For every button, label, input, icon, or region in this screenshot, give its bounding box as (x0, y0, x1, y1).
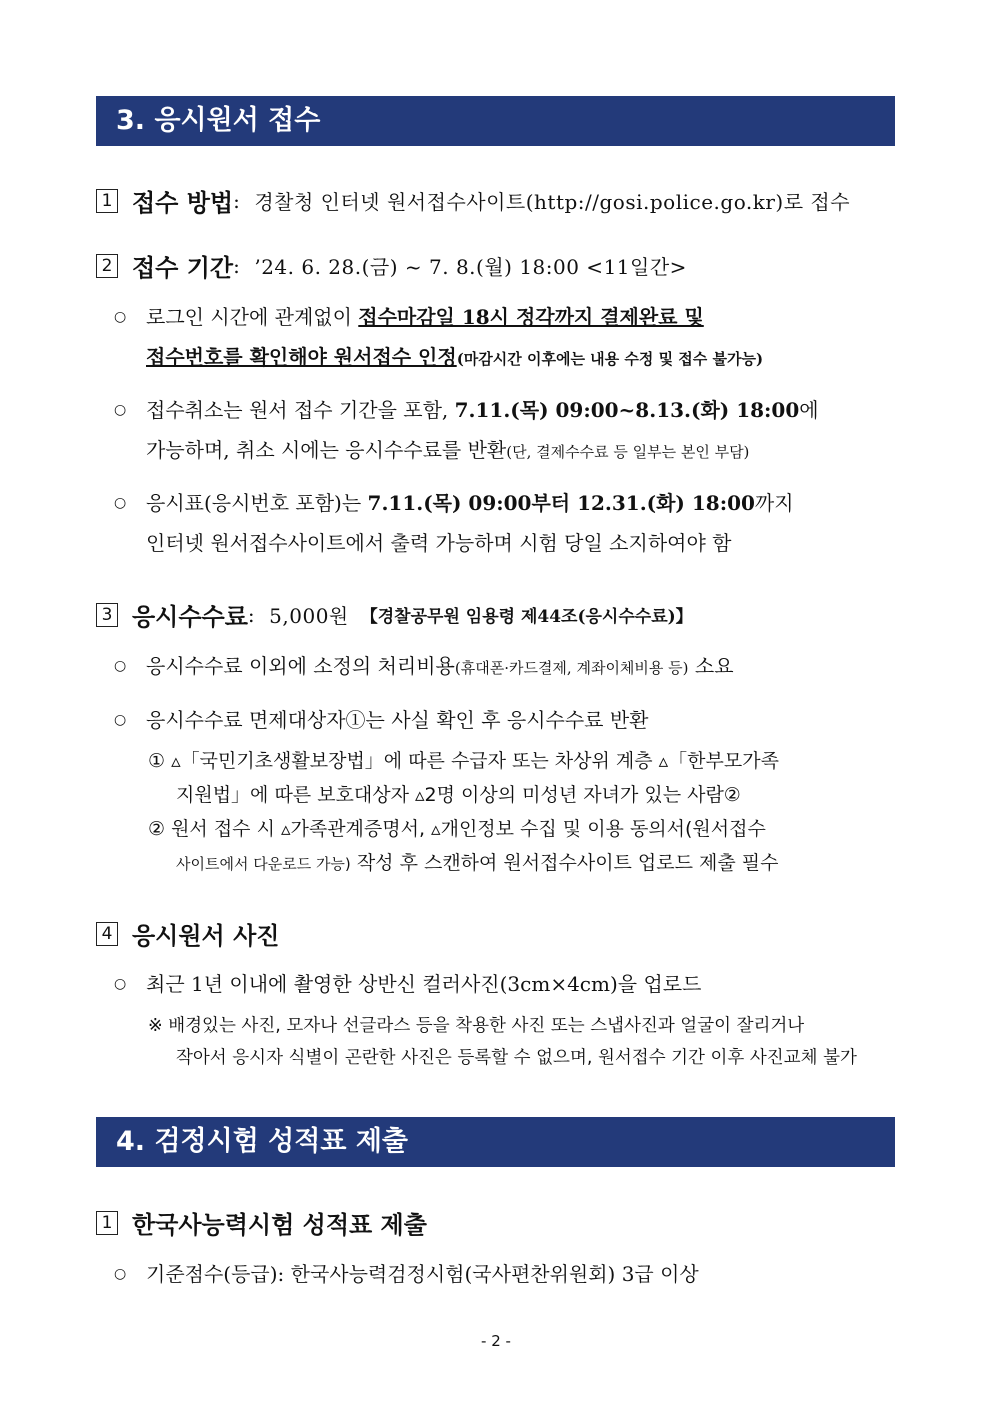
bold-text: 7.11.(목) 09:00~8.13.(화) 18:00 (454, 398, 800, 422)
item-text: ’24. 6. 28.(금) ~ 7. 8.(월) 18:00 <11일간> (254, 255, 687, 279)
exemption-text: 작성 후 스캔하여 원서접수사이트 업로드 제출 필수 (350, 852, 779, 874)
item-number-box: 3 (96, 603, 118, 627)
exemption-line: ② 원서 접수 시 ▵가족관계증명서, ▵개인정보 수집 및 이용 동의서(원서접수 (148, 818, 766, 840)
exemption-line: ① ▵「국민기초생활보장법」에 따른 수급자 또는 차상위 계층 ▵「한부모가족 (148, 750, 779, 772)
bullet-mark: ○ (114, 1266, 127, 1282)
underlined-text: 접수마감일 18시 정각까지 결제완료 및 (358, 305, 704, 329)
note-line: ※ 배경있는 사진, 모자나 선글라스 등을 착용한 사진 또는 스냅사진과 얼굴이 잘리거나 (148, 1016, 805, 1036)
bullet-mark: ○ (114, 658, 127, 674)
item-number-box: 2 (96, 254, 118, 278)
section-4-title: 4. 검정시험 성적표 제출 (116, 1126, 408, 1157)
bullet-mark: ○ (114, 402, 127, 418)
item-number-box: 1 (96, 189, 118, 213)
exemption-small-text: 사이트에서 다운로드 가능) (176, 855, 351, 873)
bullet-mark: ○ (114, 309, 127, 325)
item-receipt-period (96, 248, 687, 283)
item-title: 접수 기간 (132, 254, 234, 282)
item-text: 5,000원 (269, 604, 349, 628)
item-exam-fee (96, 597, 693, 632)
bold-text: 7.11.(목) 09:00부터 12.31.(화) 18:00 (367, 491, 755, 515)
item-reference: 【경찰공무원 임용령 제44조(응시수수료)】 (360, 607, 693, 627)
item-receipt-method (96, 183, 850, 218)
exemption-details (148, 744, 900, 881)
bullet-small-text: (단, 결제수수료 등 일부는 본인 부담) (506, 443, 750, 461)
section-3-title: 3. 응시원서 접수 (116, 105, 321, 136)
bullet-text: 응시표(응시번호 포함)는 (146, 491, 368, 515)
underlined-text: 접수번호를 확인해야 원서접수 인정 (146, 345, 457, 369)
bullet-small-text: (마감시간 이후에는 내용 수정 및 접수 불가능) (456, 350, 764, 368)
item-number-box: 1 (96, 1211, 118, 1235)
item-colon: : (233, 188, 241, 213)
photo-note (148, 1010, 900, 1074)
bullet-text: 응시수수료 이외에 소정의 처리비용 (146, 654, 455, 678)
section-4-header (96, 1117, 895, 1167)
bullet-text: 에 (799, 398, 819, 422)
bullet-text: 까지 (754, 491, 794, 515)
item-application-photo (96, 916, 279, 951)
item-text: 경찰청 인터넷 원서접수사이트(http://gosi.police.go.kr)로 접수 (254, 190, 851, 214)
item-korean-history-score (96, 1205, 427, 1240)
bullet-mark: ○ (114, 976, 127, 992)
item-title: 한국사능력시험 성적표 제출 (132, 1211, 427, 1239)
item-colon: : (233, 253, 241, 278)
item-title: 응시원서 사진 (132, 922, 280, 950)
bullet-text: 가능하며, 취소 시에는 응시수수료를 반환 (146, 438, 507, 462)
item-title: 응시수수료 (132, 603, 248, 631)
item-title: 접수 방법 (132, 189, 234, 217)
item-colon: : (247, 602, 256, 627)
bullet-text: 최근 1년 이내에 촬영한 상반신 컬러사진(3cm×4cm)을 업로드 (146, 972, 702, 996)
item-number-box: 4 (96, 922, 118, 946)
page-number: - 2 - (481, 1332, 511, 1350)
bullet-text: 기준점수(등급): 한국사능력검정시험(국사편찬위원회) 3급 이상 (146, 1262, 699, 1286)
note-line: 작아서 응시자 식별이 곤란한 사진은 등록할 수 없으며, 원서접수 기간 이후 사진교체 불가 (176, 1048, 857, 1068)
bullet-mark: ○ (114, 495, 127, 511)
bullet-small-text: (휴대폰·카드결제, 계좌이체비용 등) (454, 659, 689, 677)
bullet-text: 인터넷 원서접수사이트에서 출력 가능하며 시험 당일 소지하여야 함 (146, 531, 732, 555)
bullet-text: 응시수수료 면제대상자①는 사실 확인 후 응시수수료 반환 (146, 708, 649, 732)
bullet-text: 접수취소는 원서 접수 기간을 포함, (146, 398, 455, 422)
bullet-mark: ○ (114, 712, 127, 728)
bullet-text: 소요 (688, 654, 734, 678)
exemption-line: 지원법」에 따른 보호대상자 ▵2명 이상의 미성년 자녀가 있는 사람② (176, 784, 741, 806)
bullet-text: 로그인 시간에 관계없이 (146, 305, 359, 329)
section-3-header (96, 96, 895, 146)
